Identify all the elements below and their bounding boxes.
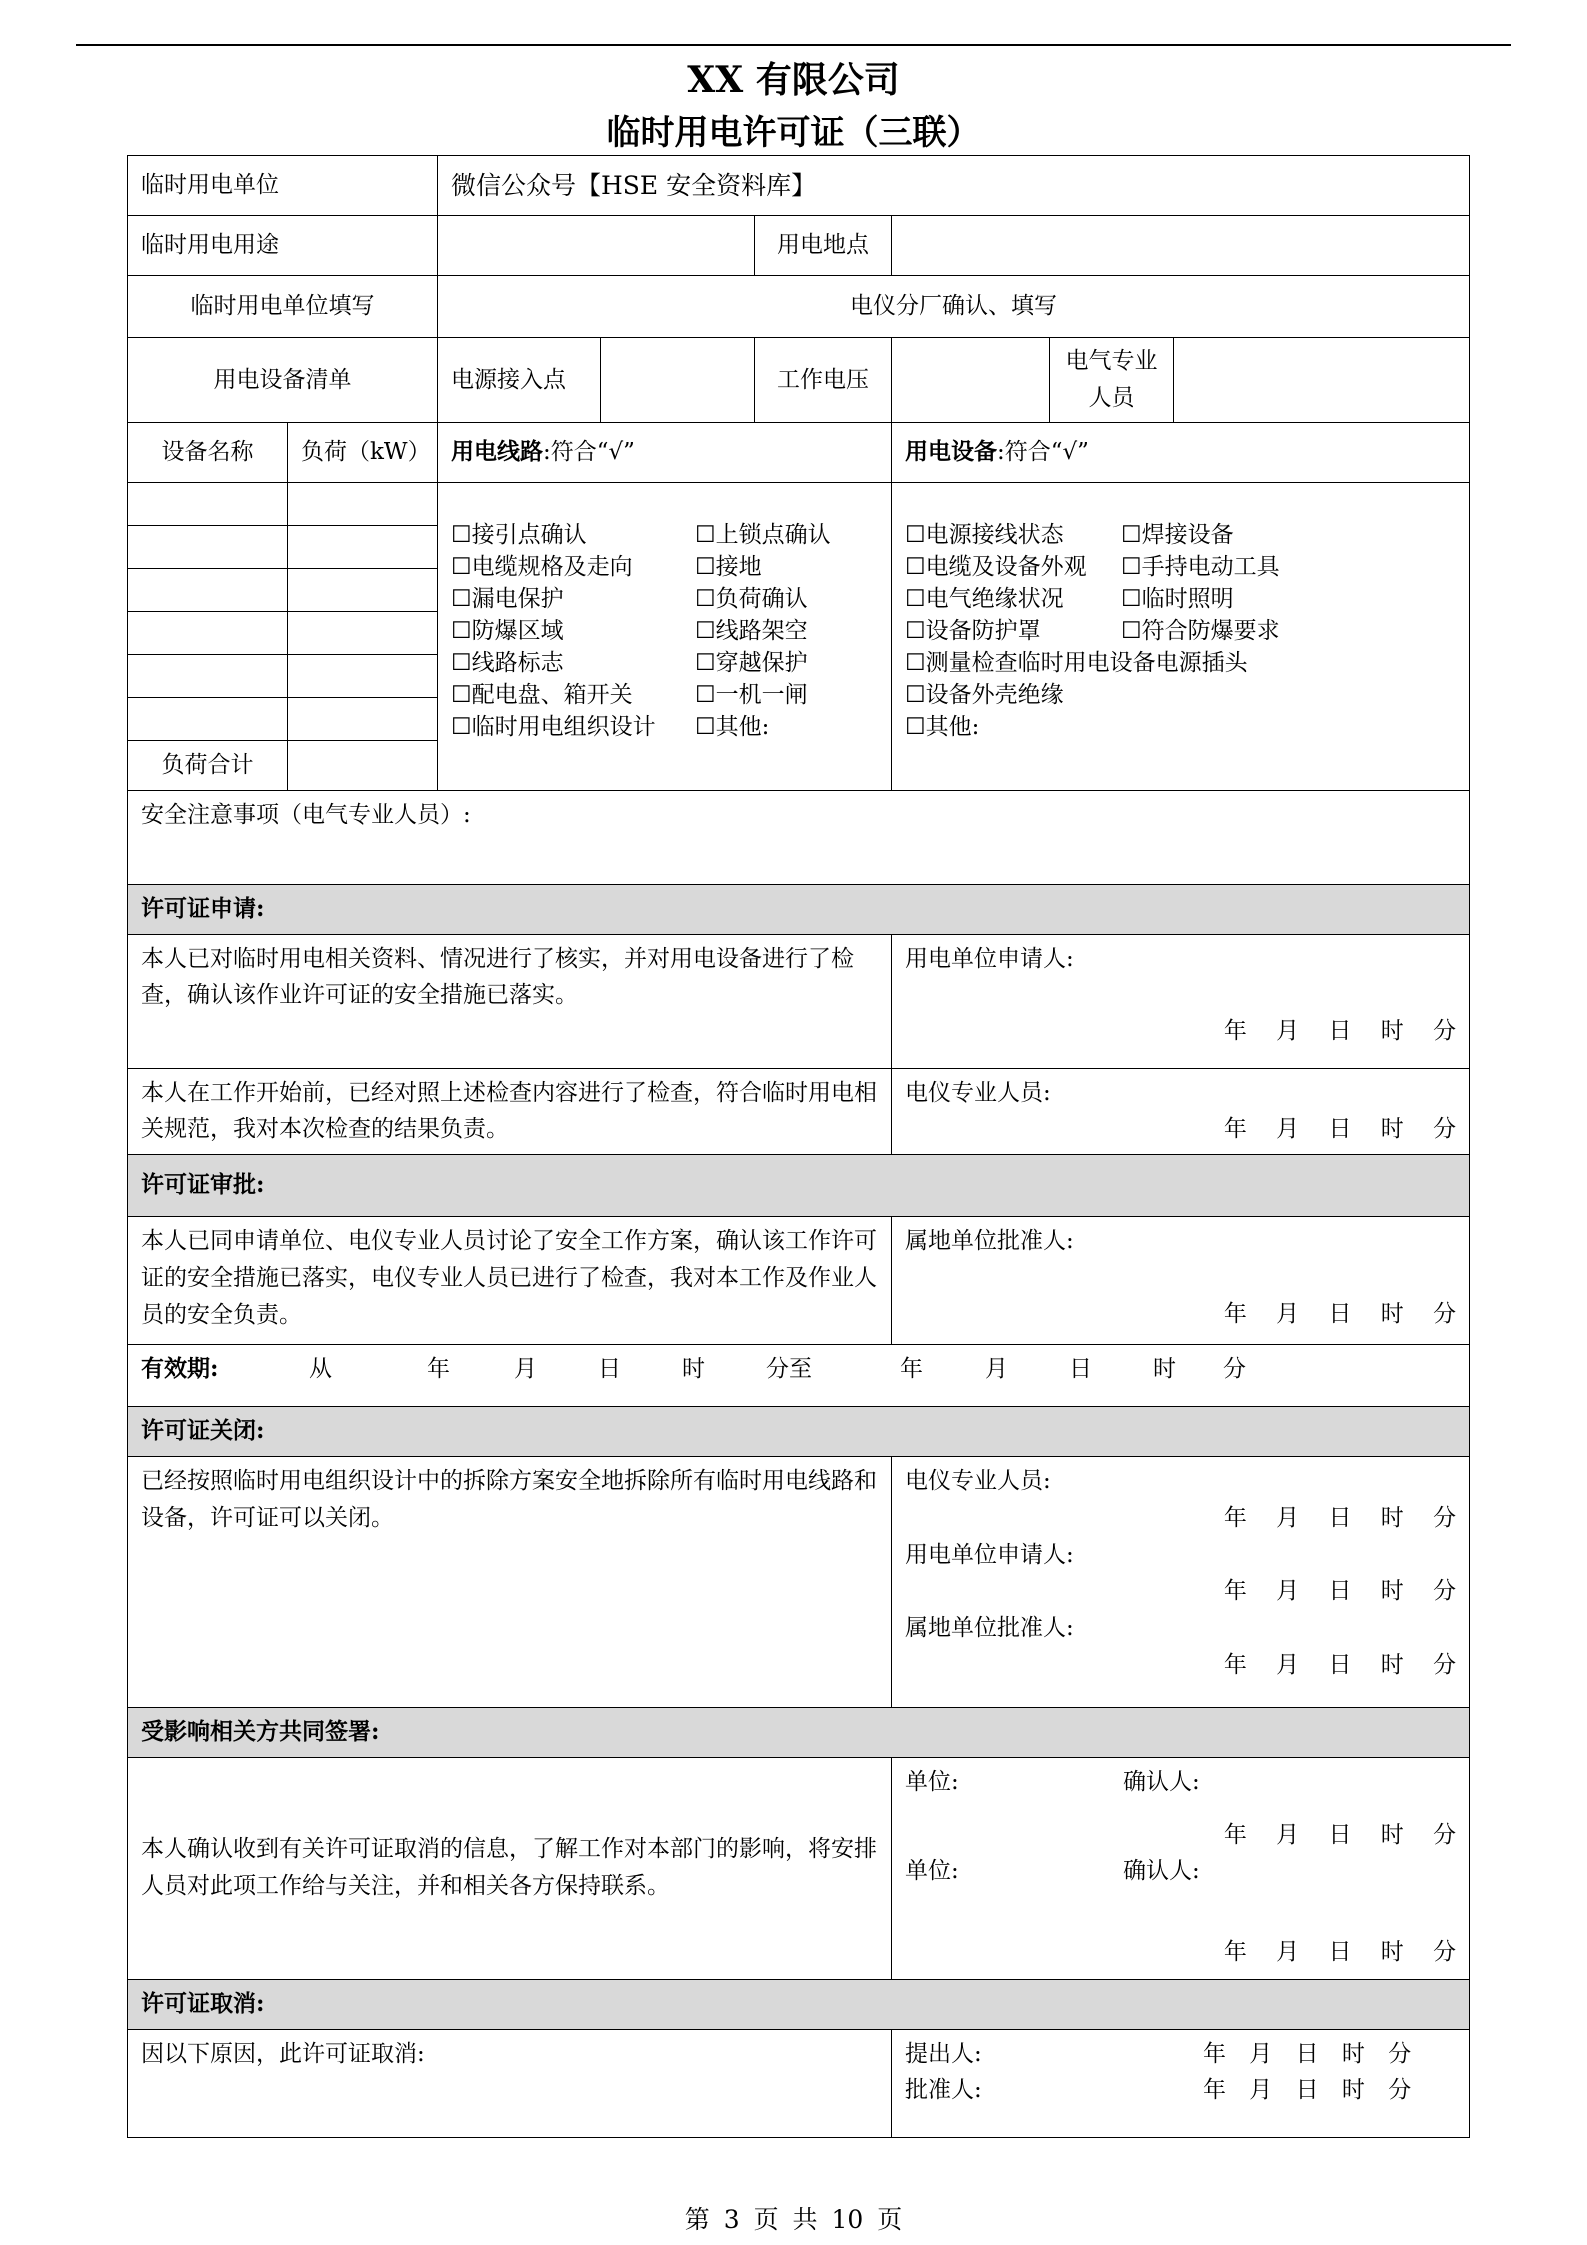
load-cell[interactable] bbox=[288, 526, 438, 569]
check-item[interactable]: ☐配电盘、箱开关 bbox=[451, 682, 633, 708]
affected-statement: 本人确认收到有关许可证取消的信息，了解工作对本部门的影响，将安排人员对此项工作给与关注，并和相关各方保持联系。 bbox=[128, 1757, 892, 1979]
device-name-cell[interactable] bbox=[128, 526, 288, 569]
check-item[interactable]: ☐防爆区域 bbox=[451, 618, 564, 644]
cancel-reason[interactable]: 因以下原因，此许可证取消: bbox=[128, 2029, 892, 2137]
check-item[interactable]: ☐临时照明 bbox=[1121, 586, 1234, 612]
validity-part: 日 bbox=[598, 1356, 621, 1383]
validity-part: 时 bbox=[1153, 1356, 1176, 1383]
load-total-value[interactable] bbox=[288, 741, 438, 791]
device-check-hint: :符合“√” bbox=[997, 439, 1089, 466]
load-cell[interactable] bbox=[288, 698, 438, 741]
datetime-line[interactable]: 年 月 日 时 分 bbox=[1203, 2040, 1412, 2067]
dept-confirm-label: 电仪分厂确认、填写 bbox=[438, 276, 1470, 338]
device-name-cell[interactable] bbox=[128, 698, 288, 741]
unit-sign-label: 单位: bbox=[905, 1858, 959, 1885]
validity-part: 月 bbox=[985, 1356, 1008, 1383]
validity-part: 月 bbox=[514, 1356, 537, 1383]
section-approve: 许可证审批: bbox=[128, 1155, 1470, 1217]
check-item[interactable]: ☐测量检查临时用电设备电源插头 bbox=[905, 650, 1248, 676]
load-cell[interactable] bbox=[288, 655, 438, 698]
check-item[interactable]: ☐其他: bbox=[905, 714, 980, 740]
applicant-sign-label: 用电单位申请人: bbox=[905, 1541, 1074, 1568]
section-cancel: 许可证取消: bbox=[128, 1979, 1470, 2029]
check-item[interactable]: ☐其他: bbox=[695, 714, 770, 740]
check-item[interactable]: ☐穿越保护 bbox=[695, 650, 808, 676]
apply-statement-2: 本人在工作开始前，已经对照上述检查内容进行了检查，符合临时用电相关规范，我对本次检查的结果负责。 bbox=[128, 1068, 892, 1155]
line-check-hint: :符合“√” bbox=[543, 439, 635, 466]
datetime-line[interactable]: 年 月 日 时 分 bbox=[1223, 1018, 1457, 1045]
safety-notes[interactable]: 安全注意事项（电气专业人员）: bbox=[128, 790, 1470, 884]
permit-form bbox=[127, 155, 1470, 2138]
check-item[interactable]: ☐临时用电组织设计 bbox=[451, 714, 656, 740]
proposer-sign-label: 提出人: bbox=[905, 2040, 982, 2067]
load-header: 负荷（kW） bbox=[288, 423, 438, 483]
load-cell[interactable] bbox=[288, 483, 438, 526]
confirmer-sign-label: 确认人: bbox=[1123, 1858, 1200, 1885]
voltage-value[interactable] bbox=[892, 338, 1050, 423]
check-item[interactable]: ☐接引点确认 bbox=[451, 522, 587, 548]
load-total-label: 负荷合计 bbox=[128, 741, 288, 791]
line-check-label: 用电线路 bbox=[451, 438, 543, 466]
validity-period[interactable] bbox=[128, 1345, 1470, 1407]
check-item[interactable]: ☐电缆规格及走向 bbox=[451, 554, 633, 580]
company-name: XX 有限公司 bbox=[687, 59, 900, 101]
unit-sign-label: 单位: bbox=[905, 1768, 959, 1795]
check-item[interactable]: ☐设备外壳绝缘 bbox=[905, 682, 1064, 708]
device-name-cell[interactable] bbox=[128, 655, 288, 698]
approve-statement: 本人已同申请单位、电仪专业人员讨论了安全工作方案，确认该工作许可证的安全措施已落实，电仪专业人员已进行了检查，我对本工作及作业人员的安全负责。 bbox=[128, 1217, 892, 1345]
approver-sign-label: 批准人: bbox=[905, 2077, 982, 2104]
check-item[interactable]: ☐电气绝缘状况 bbox=[905, 586, 1064, 612]
check-item[interactable]: ☐电源接线状态 bbox=[905, 522, 1064, 548]
device-check-label: 用电设备 bbox=[905, 438, 997, 466]
section-close: 许可证关闭: bbox=[128, 1407, 1470, 1457]
datetime-line[interactable]: 年 月 日 时 分 bbox=[1223, 1578, 1457, 1605]
applicant-sign-label: 用电单位申请人: bbox=[905, 945, 1074, 972]
top-rule bbox=[76, 44, 1511, 46]
device-name-cell[interactable] bbox=[128, 483, 288, 526]
check-item[interactable]: ☐漏电保护 bbox=[451, 586, 564, 612]
check-item[interactable]: ☐手持电动工具 bbox=[1121, 554, 1280, 580]
check-item[interactable]: ☐焊接设备 bbox=[1121, 522, 1234, 548]
line-checklist bbox=[451, 519, 878, 743]
purpose-value[interactable] bbox=[438, 216, 755, 276]
device-name-cell[interactable] bbox=[128, 569, 288, 612]
voltage-label: 工作电压 bbox=[755, 338, 892, 423]
check-item[interactable]: ☐负荷确认 bbox=[695, 586, 808, 612]
power-point-label: 电源接入点 bbox=[438, 338, 601, 423]
purpose-label: 临时用电用途 bbox=[128, 216, 438, 276]
electrician-sign-label: 电仪专业人员: bbox=[905, 1079, 1051, 1106]
confirmer-sign-label: 确认人: bbox=[1123, 1768, 1200, 1795]
power-point-value[interactable] bbox=[601, 338, 755, 423]
validity-label: 有效期: bbox=[141, 1355, 219, 1383]
validity-part: 日 bbox=[1069, 1356, 1092, 1383]
electrician-label: 电气专业人员 bbox=[1050, 338, 1174, 423]
validity-part: 分至 bbox=[766, 1356, 812, 1383]
equipment-list-label: 用电设备清单 bbox=[128, 338, 438, 423]
close-statement: 已经按照临时用电组织设计中的拆除方案安全地拆除所有临时用电线路和设备，许可证可以关闭。 bbox=[128, 1456, 892, 1707]
section-apply: 许可证申请: bbox=[128, 884, 1470, 934]
load-cell[interactable] bbox=[288, 612, 438, 655]
device-checklist bbox=[905, 519, 1456, 743]
check-item[interactable]: ☐设备防护罩 bbox=[905, 618, 1041, 644]
device-name-cell[interactable] bbox=[128, 612, 288, 655]
location-value[interactable] bbox=[892, 216, 1470, 276]
check-item[interactable]: ☐线路标志 bbox=[451, 650, 564, 676]
page-number: 第 3 页 共 10 页 bbox=[684, 2205, 903, 2234]
location-label: 用电地点 bbox=[755, 216, 892, 276]
unit-value[interactable]: 微信公众号【HSE 安全资料库】 bbox=[438, 156, 1470, 216]
check-item[interactable]: ☐一机一闸 bbox=[695, 682, 808, 708]
validity-part: 时 bbox=[682, 1356, 705, 1383]
datetime-line[interactable]: 年 月 日 时 分 bbox=[1223, 1939, 1457, 1966]
validity-part: 年 bbox=[900, 1356, 923, 1383]
device-name-header: 设备名称 bbox=[128, 423, 288, 483]
check-item[interactable]: ☐上锁点确认 bbox=[695, 522, 831, 548]
check-item[interactable]: ☐电缆及设备外观 bbox=[905, 554, 1087, 580]
load-cell[interactable] bbox=[288, 569, 438, 612]
validity-part: 年 bbox=[427, 1356, 450, 1383]
validity-part: 从 bbox=[309, 1356, 332, 1383]
check-item[interactable]: ☐接地 bbox=[695, 554, 762, 580]
apply-statement-1: 本人已对临时用电相关资料、情况进行了核实，并对用电设备进行了检查，确认该作业许可证的安全措施已落实。 bbox=[128, 934, 892, 1068]
check-item[interactable]: ☐线路架空 bbox=[695, 618, 808, 644]
electrician-sign-label: 电仪专业人员: bbox=[905, 1467, 1051, 1494]
check-item[interactable]: ☐符合防爆要求 bbox=[1121, 618, 1280, 644]
unit-fill-label: 临时用电单位填写 bbox=[128, 276, 438, 338]
electrician-value[interactable] bbox=[1174, 338, 1470, 423]
form-title: 临时用电许可证（三联） bbox=[606, 113, 981, 153]
datetime-line[interactable]: 年 月 日 时 分 bbox=[1203, 2077, 1412, 2104]
unit-label: 临时用电单位 bbox=[128, 156, 438, 216]
datetime-line[interactable]: 年 月 日 时 分 bbox=[1223, 1821, 1457, 1848]
datetime-line[interactable]: 年 月 日 时 分 bbox=[1223, 1651, 1457, 1678]
approver-sign-label: 属地单位批准人: bbox=[905, 1615, 1074, 1642]
datetime-line[interactable]: 年 月 日 时 分 bbox=[1223, 1300, 1457, 1327]
section-affected: 受影响相关方共同签署: bbox=[128, 1707, 1470, 1757]
datetime-line[interactable]: 年 月 日 时 分 bbox=[1223, 1116, 1457, 1143]
approver-sign-label: 属地单位批准人: bbox=[905, 1228, 1074, 1255]
datetime-line[interactable]: 年 月 日 时 分 bbox=[1223, 1504, 1457, 1531]
validity-part: 分 bbox=[1223, 1356, 1246, 1383]
